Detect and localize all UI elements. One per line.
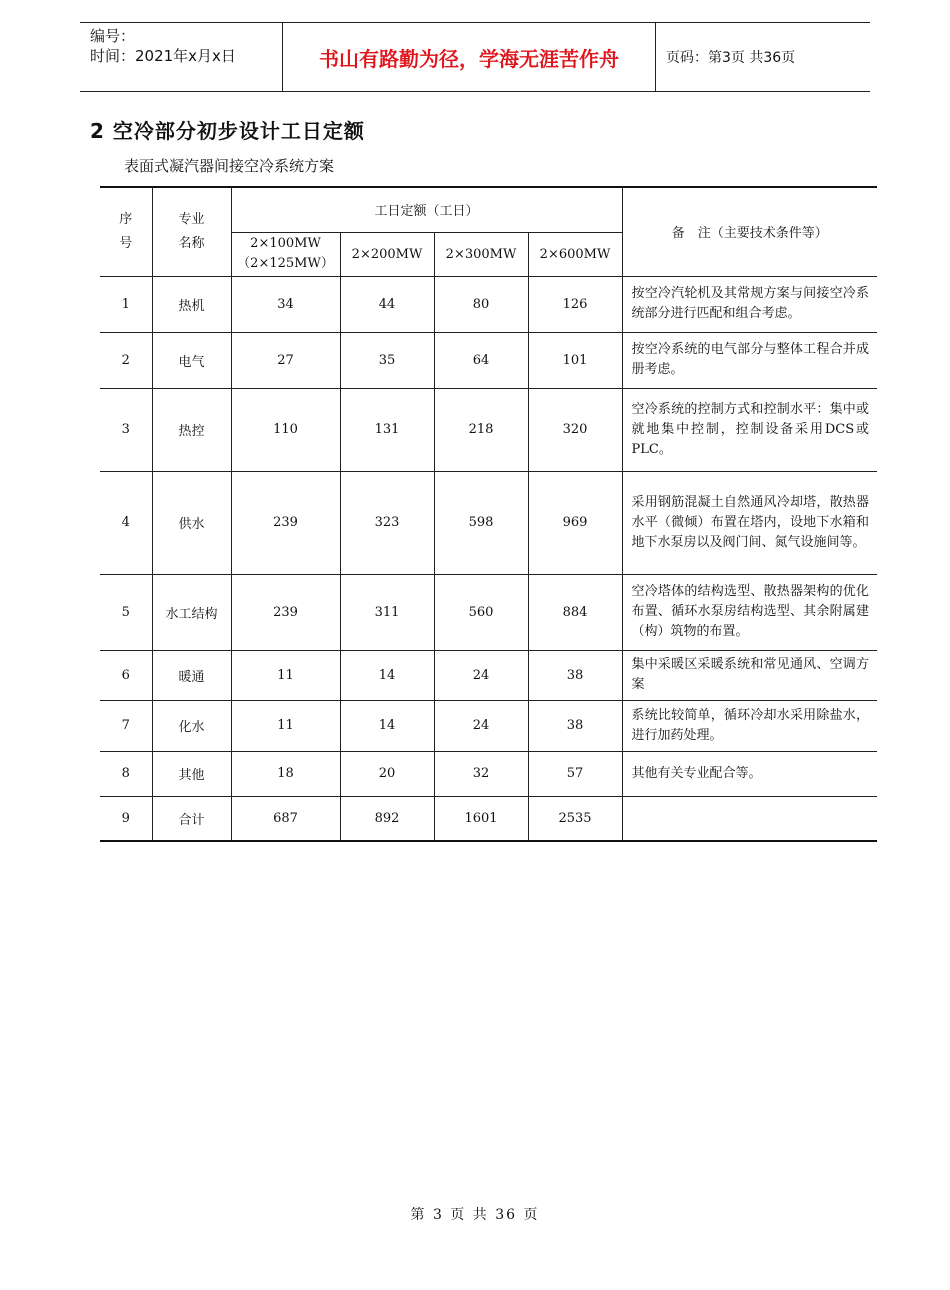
header-page-number: 页码：第3页 共36页 (666, 50, 796, 66)
header-unit-300mw: 2×300MW (434, 232, 528, 276)
table-row (100, 332, 877, 388)
table-subtitle: 表面式凝汽器间接空冷系统方案 (124, 157, 335, 175)
cell-value: 218 (434, 388, 528, 471)
cell-value: 11 (231, 650, 340, 700)
cell-note: 系统比较简单，循环冷却水采用除盐水，进行加药处理。 (622, 700, 877, 751)
cell-value: 323 (340, 471, 434, 574)
cell-seq: 3 (100, 388, 152, 471)
table-row (100, 796, 877, 841)
cell-seq: 1 (100, 276, 152, 332)
cell-note (622, 796, 877, 841)
cell-name: 热控 (152, 388, 231, 471)
cell-value: 20 (340, 751, 434, 796)
cell-value: 2535 (528, 796, 622, 841)
cell-value: 239 (231, 471, 340, 574)
table-row (100, 650, 877, 700)
cell-value: 126 (528, 276, 622, 332)
cell-value: 24 (434, 650, 528, 700)
workday-quota-table (100, 186, 877, 842)
header-unit-100mw: 2×100MW （2×125MW） (231, 232, 340, 276)
cell-value: 80 (434, 276, 528, 332)
table-row (100, 388, 877, 471)
cell-value: 27 (231, 332, 340, 388)
cell-value: 131 (340, 388, 434, 471)
cell-seq: 7 (100, 700, 152, 751)
header-unit-200mw: 2×200MW (340, 232, 434, 276)
cell-value: 14 (340, 650, 434, 700)
table-row (100, 751, 877, 796)
cell-note: 集中采暖区采暖系统和常见通风、空调方案 (622, 650, 877, 700)
cell-value: 320 (528, 388, 622, 471)
cell-note: 采用钢筋混凝土自然通风冷却塔，散热器水平（微倾）布置在塔内，设地下水箱和地下水泵房以及阀门间、氮气设施间等。 (622, 471, 877, 574)
cell-value: 969 (528, 471, 622, 574)
cell-value: 14 (340, 700, 434, 751)
page-header (80, 22, 870, 92)
cell-seq: 6 (100, 650, 152, 700)
cell-seq: 9 (100, 796, 152, 841)
cell-value: 57 (528, 751, 622, 796)
cell-value: 311 (340, 574, 434, 650)
cell-note: 其他有关专业配合等。 (622, 751, 877, 796)
table-row (100, 471, 877, 574)
document-time-label: 时间：2021年x月x日 (90, 47, 236, 65)
header-workday-quota: 工日定额（工日） (231, 187, 622, 232)
cell-value: 34 (231, 276, 340, 332)
cell-note: 按空冷系统的电气部分与整体工程合并成册考虑。 (622, 332, 877, 388)
table-row (100, 700, 877, 751)
cell-name: 化水 (152, 700, 231, 751)
cell-value: 110 (231, 388, 340, 471)
document-number-label: 编号： (90, 27, 136, 45)
section-title: 2 空冷部分初步设计工日定额 (90, 119, 365, 143)
page-footer: 第 3 页 共 36 页 (410, 1207, 540, 1223)
cell-value: 11 (231, 700, 340, 751)
cell-value: 38 (528, 700, 622, 751)
cell-note: 空冷系统的控制方式和控制水平：集中或就地集中控制，控制设备采用DCS或PLC。 (622, 388, 877, 471)
cell-value: 1601 (434, 796, 528, 841)
cell-value: 64 (434, 332, 528, 388)
cell-value: 101 (528, 332, 622, 388)
header-meta (80, 23, 282, 91)
cell-value: 239 (231, 574, 340, 650)
cell-name: 热机 (152, 276, 231, 332)
cell-name: 其他 (152, 751, 231, 796)
cell-note: 按空冷汽轮机及其常规方案与间接空冷系统部分进行匹配和组合考虑。 (622, 276, 877, 332)
cell-value: 32 (434, 751, 528, 796)
cell-value: 687 (231, 796, 340, 841)
cell-value: 598 (434, 471, 528, 574)
cell-value: 38 (528, 650, 622, 700)
cell-value: 892 (340, 796, 434, 841)
cell-name: 水工结构 (152, 574, 231, 650)
table-row (100, 574, 877, 650)
header-unit-600mw: 2×600MW (528, 232, 622, 276)
cell-value: 24 (434, 700, 528, 751)
cell-note: 空冷塔体的结构选型、散热器架构的优化布置、循环水泵房结构选型、其余附属建（构）筑物的布置。 (622, 574, 877, 650)
cell-value: 18 (231, 751, 340, 796)
cell-seq: 8 (100, 751, 152, 796)
header-major: 专业 名称 (152, 187, 231, 276)
cell-name: 合计 (152, 796, 231, 841)
table-row (100, 276, 877, 332)
cell-name: 电气 (152, 332, 231, 388)
cell-seq: 2 (100, 332, 152, 388)
cell-value: 44 (340, 276, 434, 332)
cell-value: 884 (528, 574, 622, 650)
header-note: 备 注（主要技术条件等） (622, 187, 877, 276)
cell-name: 暖通 (152, 650, 231, 700)
cell-seq: 4 (100, 471, 152, 574)
cell-value: 560 (434, 574, 528, 650)
cell-seq: 5 (100, 574, 152, 650)
header-seq: 序 号 (100, 187, 152, 276)
cell-name: 供水 (152, 471, 231, 574)
cell-value: 35 (340, 332, 434, 388)
header-motto: 书山有路勤为径，学海无涯苦作舟 (282, 23, 656, 91)
